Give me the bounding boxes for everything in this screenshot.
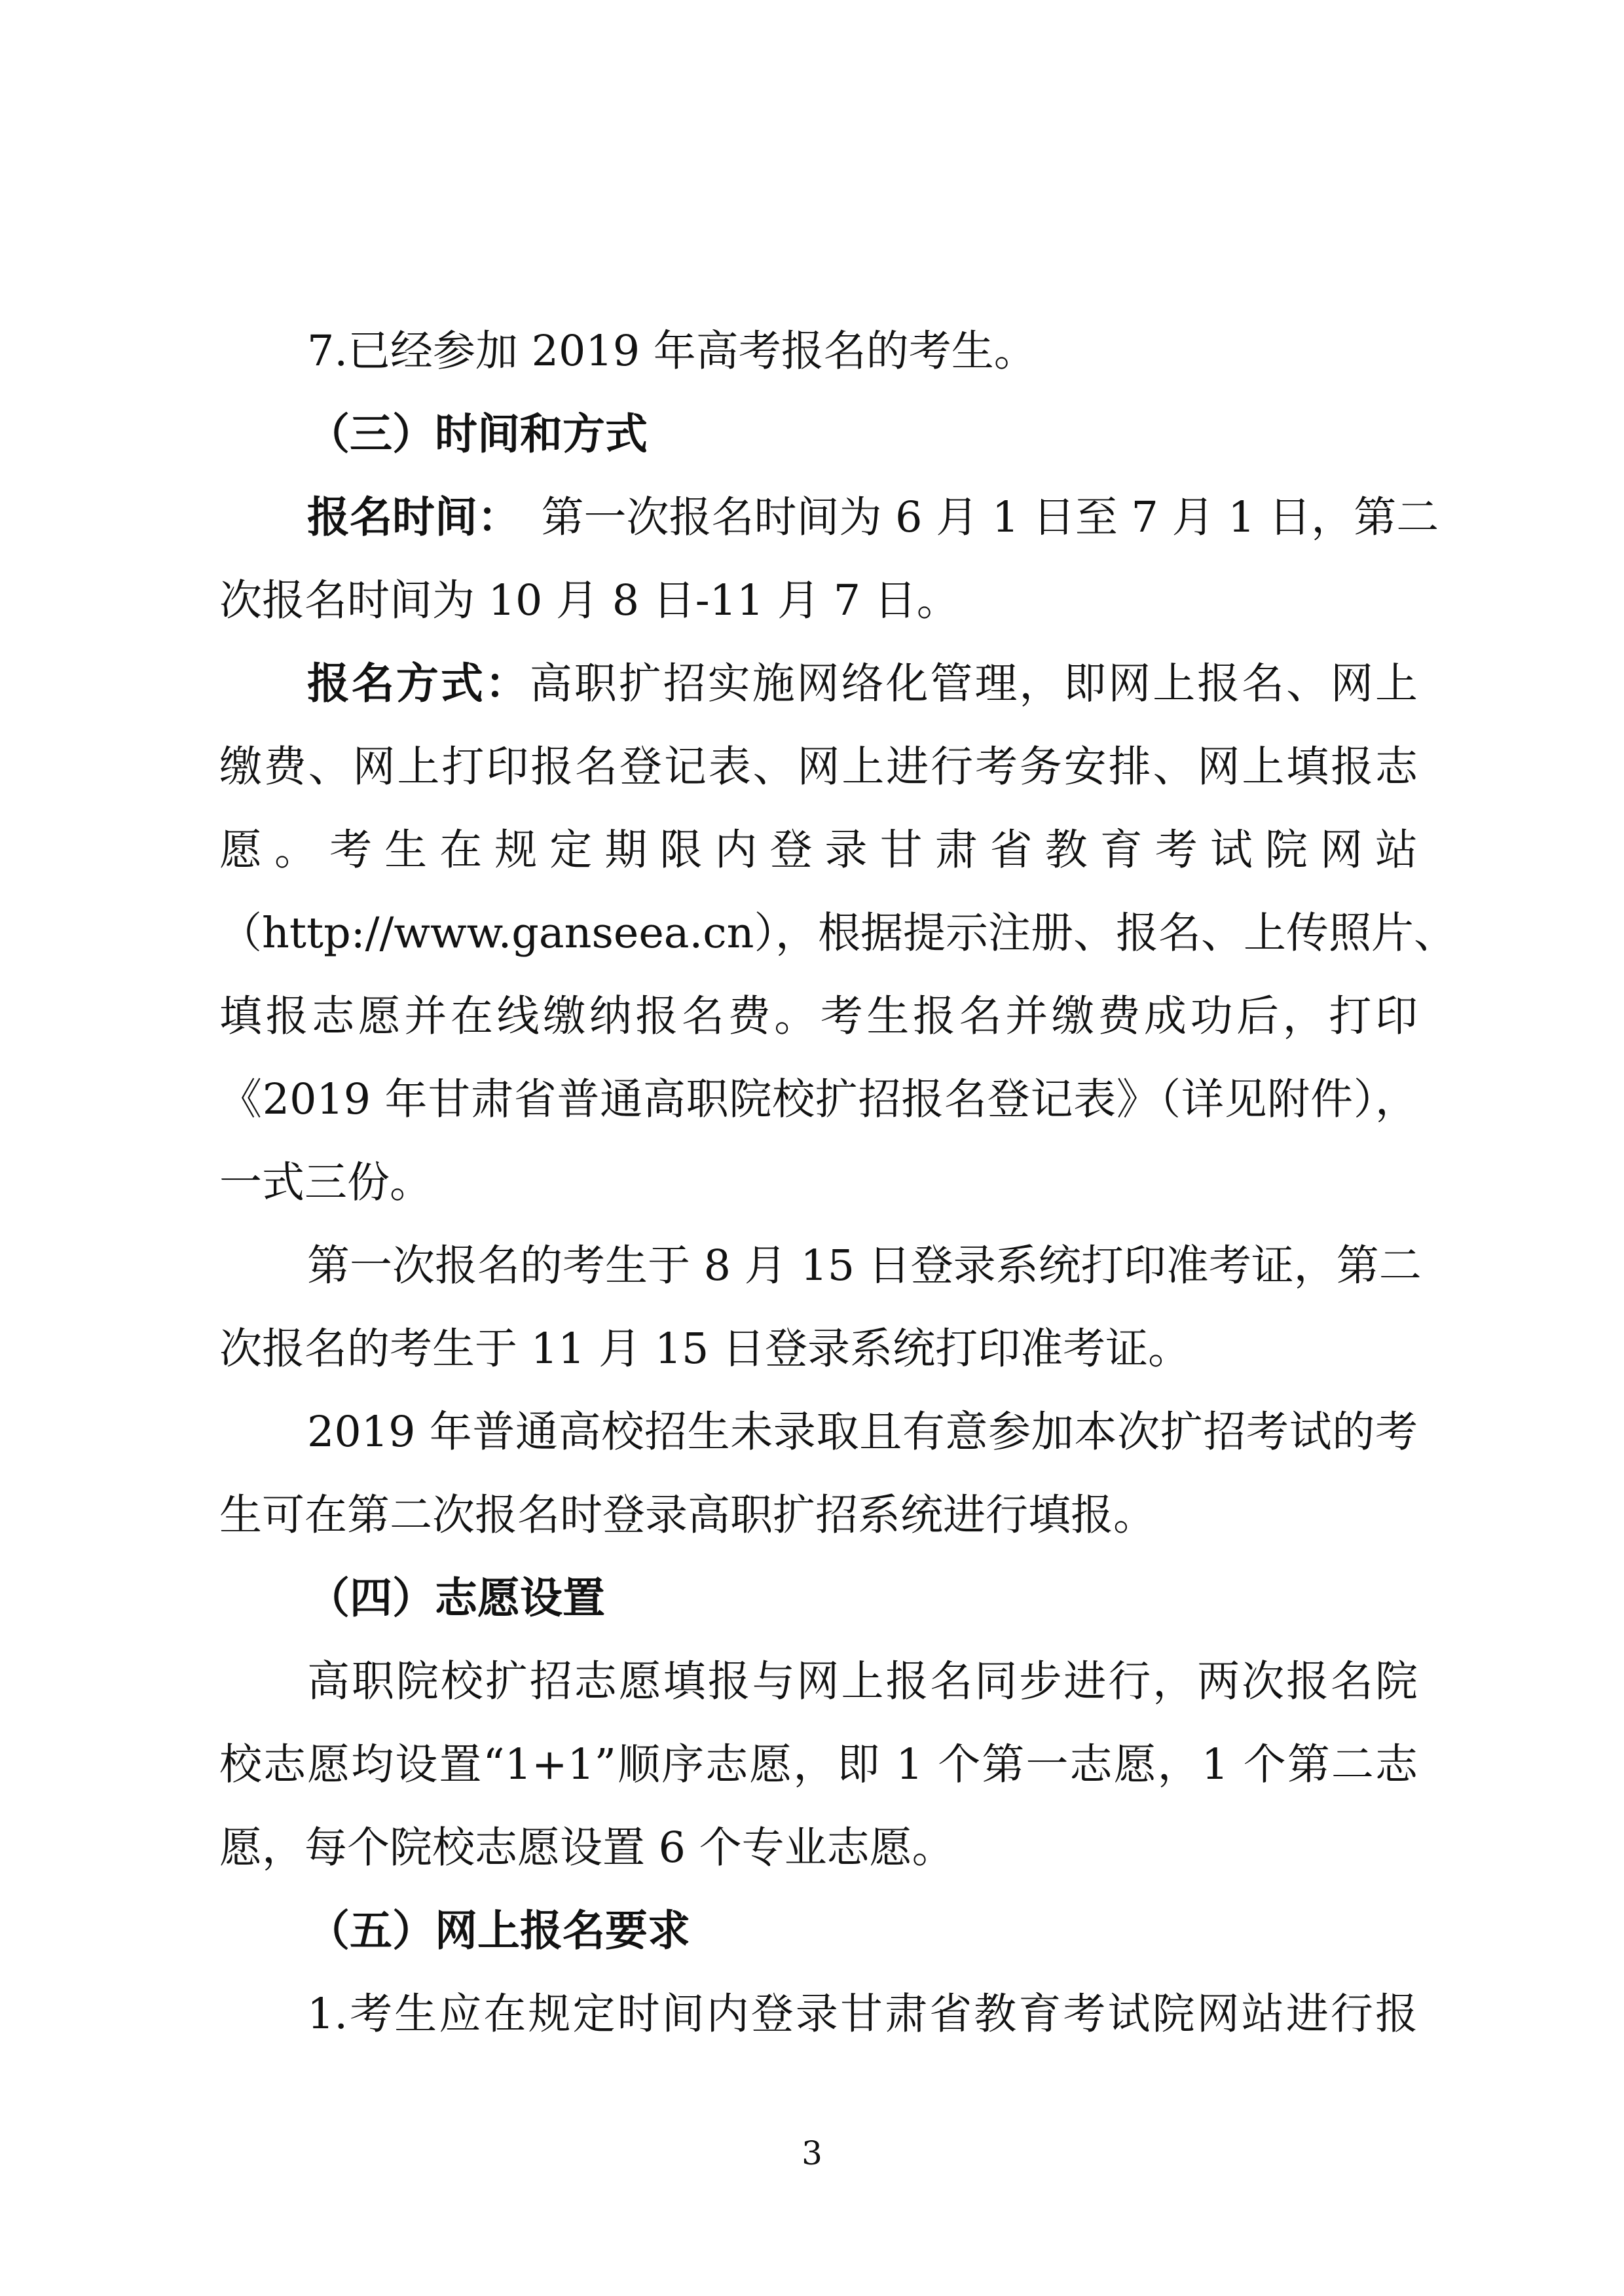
text-line-rest: 第一次报名时间为 6 月 1 日至 7 月 1 日，第二 <box>498 493 1439 542</box>
text-line: 高职院校扩招志愿填报与网上报名同步进行，两次报名院 <box>307 1657 1418 1706</box>
text-line-rest: 高职扩招实施网络化管理，即网上报名、网上 <box>529 659 1418 708</box>
text-line: 第一次报名的考生于 8 月 15 日登录系统打印准考证，第二 <box>307 1241 1422 1290</box>
text-line: 7.已经参加 2019 年高考报名的考生。 <box>307 327 1037 376</box>
text-line: 生可在第二次报名时登录高职扩招系统进行填报。 <box>219 1491 1156 1540</box>
text-line: 次报名的考生于 11 月 15 日登录系统打印准考证。 <box>219 1324 1191 1374</box>
run-in-label: 报名方式： <box>307 659 530 708</box>
text-line: 愿。考生在规定期限内登录甘肃省教育考试院网站 <box>219 826 1418 875</box>
section-heading-4: （四）志愿设置 <box>307 1573 606 1623</box>
section-heading-5: （五）网上报名要求 <box>307 1906 691 1956</box>
text-line-with-url: （http://www.ganseea.cn），根据提示注册、报名、上传照片、 <box>219 909 1456 958</box>
section-heading-3: （三）时间和方式 <box>307 409 648 459</box>
text-line: 2019 年普通高校招生未录取且有意参加本次扩招考试的考 <box>307 1408 1418 1457</box>
page-number: 3 <box>802 2134 822 2172</box>
run-in-label: 报名时间： <box>307 492 499 542</box>
text-line <box>219 476 1439 559</box>
text-line: 愿，每个院校志愿设置 6 个专业志愿。 <box>219 1823 955 1872</box>
text-line: 次报名时间为 10 月 8 日-11 月 7 日。 <box>219 576 959 625</box>
text-line: 校志愿均设置“1+1”顺序志愿，即 1 个第一志愿，1 个第二志 <box>219 1740 1418 1789</box>
text-line <box>219 642 1418 725</box>
text-line: 填报志愿并在线缴纳报名费。考生报名并缴费成功后，打印 <box>219 992 1418 1041</box>
text-line: 《2019 年甘肃省普通高职院校扩招报名登记表》（详见附件）， <box>219 1075 1418 1124</box>
document-body <box>219 310 1456 2056</box>
text-line: 一式三份。 <box>219 1158 433 1207</box>
text-line: 1.考生应在规定时间内登录甘肃省教育考试院网站进行报 <box>307 1990 1418 2039</box>
text-line: 缴费、网上打印报名登记表、网上进行考务安排、网上填报志 <box>219 742 1418 792</box>
